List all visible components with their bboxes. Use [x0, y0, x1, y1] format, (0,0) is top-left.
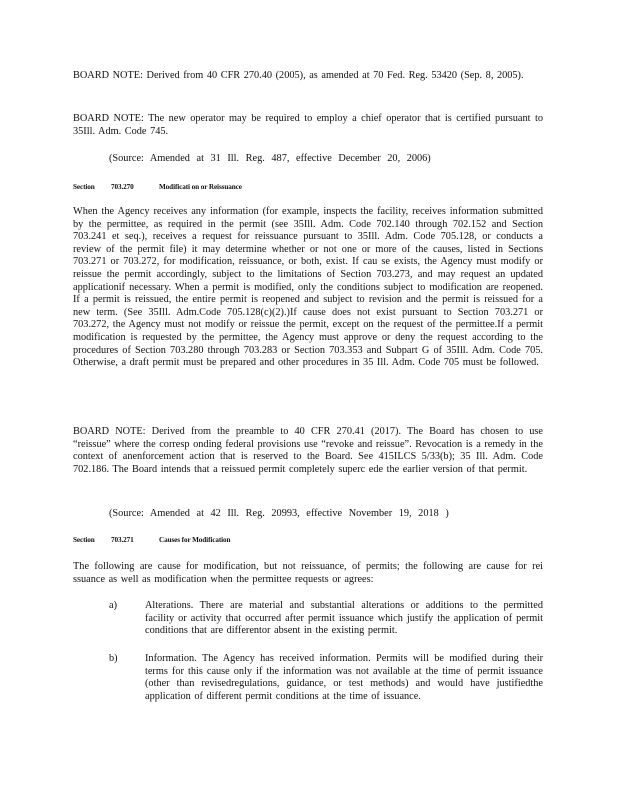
list-item-marker: b): [109, 653, 118, 664]
section-number: 703.270: [111, 183, 134, 191]
board-note-paragraph: BOARD NOTE: Derived from the preamble to 40 CFR 270.41 (2017). The Board has chosen to use “reissue” where the corresp onding federal provisions use “revoke and reissue”. Revocation is a remedy in the context of anenforcement action that is reserved to the Board. See 415ILCS 5/33(b); 35 Ill. Adm. Code 702.186. The Board intends that a reissued permit completely superc ede the earlier version of that permit.: [73, 426, 543, 475]
list-item-marker: a): [109, 600, 117, 611]
source-note: (Source: Amended at 31 Ill. Reg. 487, effective December 20, 2006): [109, 153, 431, 164]
section-heading-703-270: [73, 182, 242, 192]
source-note: (Source: Amended at 42 Ill. Reg. 20993, effective November 19, 2018 ): [109, 508, 449, 519]
list-item-text: Alterations. There are material and substantial alterations or additions to the permitted facility or activity that occurred after permit issuance which justify the application of permit conditions that are differentor absent in the existing permit.: [145, 600, 543, 637]
section-label: Section: [73, 536, 95, 544]
section-title: Modificati on or Reissuance: [159, 183, 242, 191]
list-item-text: Information. The Agency has received information. Permits will be modified during their terms for this cause only if the information was not available at the time of permit issuance (other than revisedregulations, guidance, or test methods) and would have justifiedthe application of different permit conditions at the time of issuance.: [145, 653, 543, 702]
board-note-paragraph: BOARD NOTE: Derived from 40 CFR 270.40 (2005), as amended at 70 Fed. Reg. 53420 (Sep. 8, 2005).: [73, 70, 524, 81]
section-title: Causes for Modification: [159, 536, 231, 544]
section-number: 703.271: [111, 536, 134, 544]
board-note-paragraph: BOARD NOTE: The new operator may be required to employ a chief operator that is certified pursuant to 35Ill. Adm. Code 745.: [73, 113, 543, 137]
section-label: Section: [73, 183, 95, 191]
list-item: [109, 600, 549, 640]
list-item: [109, 653, 549, 723]
section-heading-703-271: [73, 535, 230, 545]
section-body-paragraph: The following are cause for modification, but not reissuance, of permits; the following are cause for rei ssuance as well as modification when the permittee requests or agrees:: [73, 561, 543, 585]
section-body-paragraph: When the Agency receives any information (for example, inspects the facility, receives information submitted by the permittee, as required in the permit (see 35Ill. Adm. Code 702.140 through 702.152 and Section 703.241 et seq.), receives a request for reissuance pursuant to 35Ill. Adm. Code 705.128, or conducts a review of the permit file) it may determine whether or not one or more of the causes, listed in Sections 703.271 or 703.272, for modification, reissuance, or both, exist. If cau se exists, the Agency must modify or reissue the permit accordingly, subject to the limitations of Section 703.273, and may request an updated applicationif necessary. When a permit is modified, only the conditions subject to modification are reopened. If a permit is reissued, the entire permit is reopened and subject to revision and the permit is reissued for a new term. (See 35Ill. Adm.Code 705.128(c)(2).)If cause does not exist pursuant to Section 703.271 or 703.272, the Agency must not modify or reissue the permit, except on the request of the permittee.If a permit modification is requested by the permittee, the Agency must approve or deny the request according to the procedures of Section 703.280 through 703.283 or Section 703.353 and Subpart G of 35Ill. Adm. Code 705. Otherwise, a draft permit must be prepared and other procedures in 35 Ill. Adm. Code 705 must be followed.: [73, 206, 543, 369]
